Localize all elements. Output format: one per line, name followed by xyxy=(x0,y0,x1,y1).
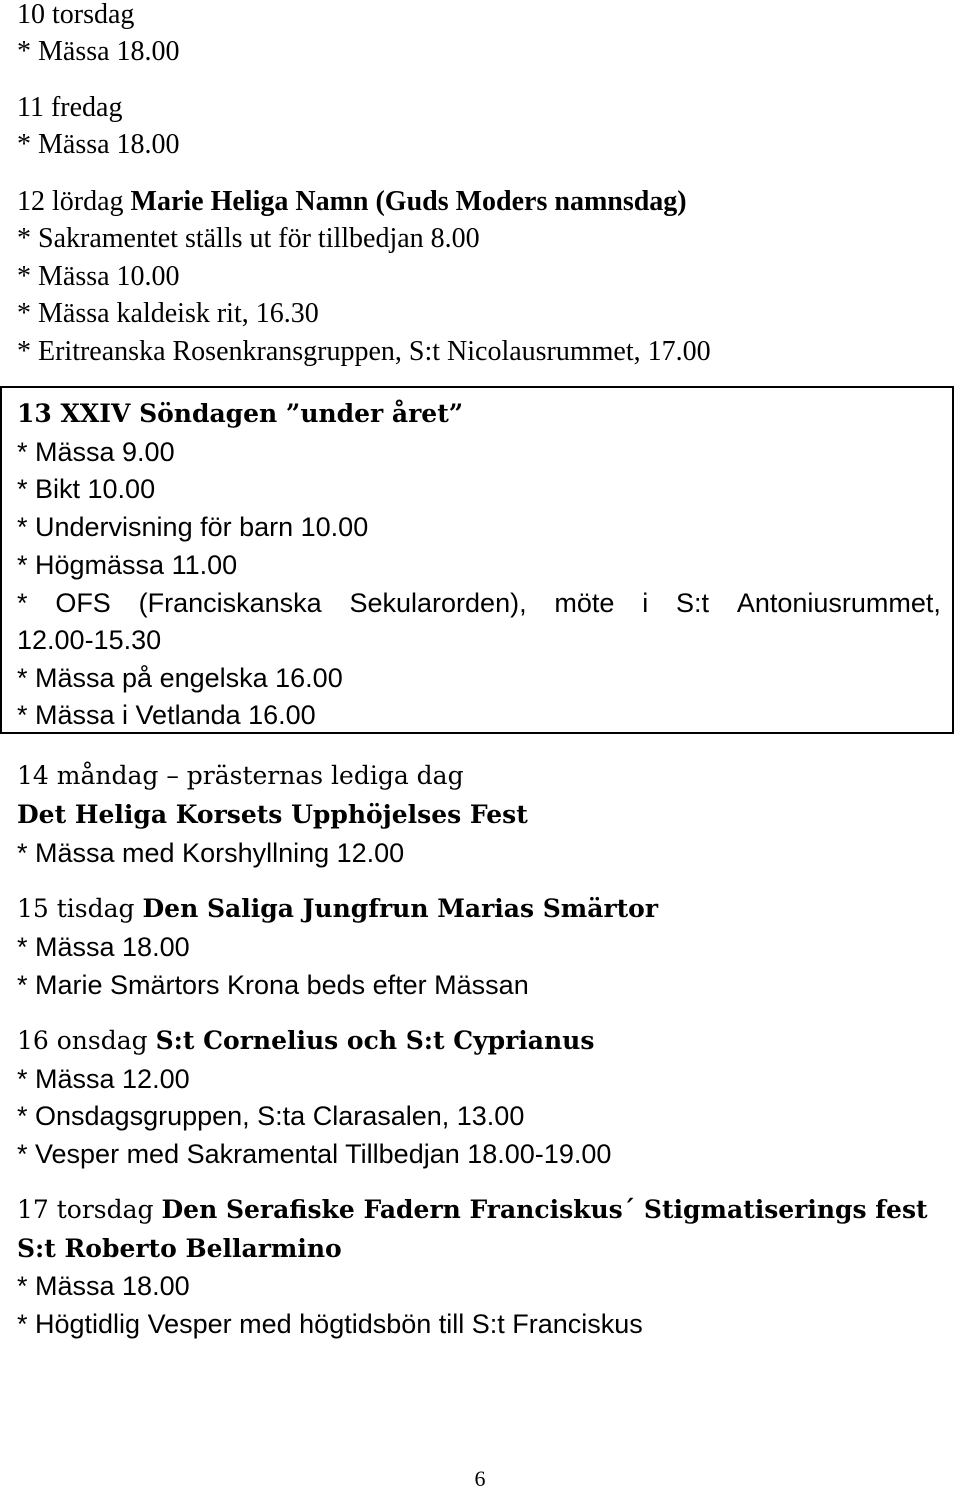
schedule-item: * Mässa 18.00 xyxy=(17,1271,190,1301)
day-heading xyxy=(17,1192,928,1228)
ofs-word: OFS xyxy=(55,588,111,618)
schedule-item: * Mässa 12.00 xyxy=(17,1064,190,1094)
day-heading: 14 måndag – prästernas lediga dag xyxy=(17,761,464,790)
schedule-item: * Högmässa 11.00 xyxy=(17,550,238,580)
ofs-word: S:t xyxy=(676,588,710,618)
feast-title: S:t Roberto Bellarmino xyxy=(17,1234,342,1263)
schedule-item: * Mässa 18.00 xyxy=(17,932,190,962)
day-heading: 10 torsdag xyxy=(17,0,135,30)
schedule-item: * Mässa 10.00 xyxy=(17,261,180,292)
feast-title: Den Serafiske Fadern Franciskus´ Stigmatiserings fest xyxy=(161,1195,928,1224)
feast-title: Den Saliga Jungfrun Marias Smärtor xyxy=(142,894,659,923)
schedule-item: * Högtidlig Vesper med högtidsbön till S:t Franciskus xyxy=(17,1309,643,1339)
schedule-item-ofs xyxy=(17,585,941,621)
day-heading xyxy=(17,1023,594,1059)
schedule-item: * Mässa 18.00 xyxy=(17,129,180,160)
schedule-item: * Mässa kaldeisk rit, 16.30 xyxy=(17,298,319,329)
feast-title: Marie Heliga Namn (Guds Moders namnsdag) xyxy=(130,186,687,217)
ofs-word: * xyxy=(17,588,28,618)
schedule-item: * Eritreanska Rosenkransgruppen, S:t Nicolausrummet, 17.00 xyxy=(17,336,711,367)
schedule-item: * Mässa med Korshyllning 12.00 xyxy=(17,838,405,868)
ofs-word: Antoniusrummet, xyxy=(736,588,941,618)
day-heading xyxy=(17,891,658,927)
schedule-item-continuation: 12.00-15.30 xyxy=(17,625,162,655)
schedule-item: * Vesper med Sakramental Tillbedjan 18.00-19.00 xyxy=(17,1139,612,1169)
day-label: 15 tisdag xyxy=(17,894,143,923)
day-label: 12 lördag xyxy=(17,186,131,217)
schedule-item: * Marie Smärtors Krona beds efter Mässan xyxy=(17,970,529,1000)
ofs-word: i xyxy=(642,588,649,618)
schedule-item: * Bikt 10.00 xyxy=(17,474,156,504)
schedule-item: * Mässa 9.00 xyxy=(17,437,175,467)
day-heading xyxy=(17,184,687,220)
ofs-word: (Franciskanska xyxy=(138,588,322,618)
schedule-item: * Mässa 18.00 xyxy=(17,36,180,67)
feast-title: S:t Cornelius och S:t Cyprianus xyxy=(155,1026,595,1055)
day-label: 16 onsdag xyxy=(17,1026,156,1055)
day-label: 17 torsdag xyxy=(17,1195,162,1224)
schedule-item: * Mässa på engelska 16.00 xyxy=(17,663,343,693)
day-heading: 11 fredag xyxy=(17,92,123,123)
feast-title: Det Heliga Korsets Upphöjelses Fest xyxy=(17,800,528,829)
schedule-item: * Mässa i Vetlanda 16.00 xyxy=(17,700,316,730)
schedule-item: * Sakramentet ställs ut för tillbedjan 8.00 xyxy=(17,223,480,254)
schedule-item: * Onsdagsgruppen, S:ta Clarasalen, 13.00 xyxy=(17,1101,525,1131)
page-number: 6 xyxy=(474,1466,486,1491)
schedule-item: * Undervisning för barn 10.00 xyxy=(17,512,369,542)
sunday-title: 13 XXIV Söndagen ”under året” xyxy=(17,399,464,428)
day-heading xyxy=(17,396,463,432)
ofs-word: Sekularorden), xyxy=(349,588,527,618)
ofs-word: möte xyxy=(554,588,615,618)
